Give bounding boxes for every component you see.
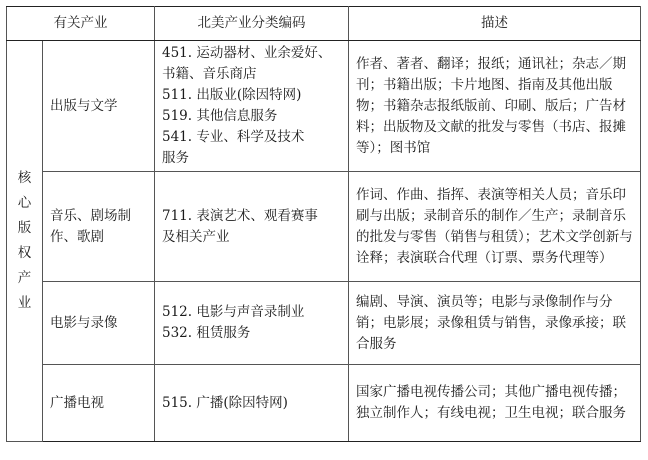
header-description: 描述 xyxy=(349,7,641,41)
code-line: 511. 出版业(除因特网) xyxy=(162,87,302,103)
code-line: 451. 运动器材、业余爱好、 xyxy=(162,45,332,61)
table-row xyxy=(7,41,641,172)
code-cell xyxy=(155,172,349,282)
code-cell xyxy=(155,282,349,365)
description-cell: 作者、著者、翻译；报纸；通讯社；杂志／期刊；书籍出版；卡片地图、指南及其他出版物；书籍杂志报纸版前、印刷、版后；广告材料；出版物及文献的批发与零售（书店、报摊等）；图书馆 xyxy=(349,41,641,172)
description-cell: 国家广播电视传播公司；其他广播电视传播；独立制作人；有线电视；卫生电视；联合服务 xyxy=(349,365,641,442)
industry-cell: 出版与文学 xyxy=(43,41,155,172)
code-line: 服务 xyxy=(162,150,189,166)
description-cell: 编剧、导演、演员等；电影与录像制作与分销；电影展；录像租赁与销售，录像承接；联合服务 xyxy=(349,282,641,365)
industry-cell: 音乐、剧场制作、歌剧 xyxy=(43,172,155,282)
description-cell: 作词、作曲、指挥、表演等相关人员；音乐印刷与出版；录制音乐的制作／生产；录制音乐的批发与零售（销售与租赁）；艺术文学创新与诠释；表演联合代理（订票、票务代理等） xyxy=(349,172,641,282)
industry-classification-table xyxy=(6,6,641,442)
table-row xyxy=(7,365,641,442)
code-cell xyxy=(155,365,349,442)
header-code: 北美产业分类编码 xyxy=(155,7,349,41)
table-header-row xyxy=(7,7,641,41)
code-line: 541. 专业、科学及技术 xyxy=(162,129,305,145)
industry-cell: 广播电视 xyxy=(43,365,155,442)
code-cell xyxy=(155,41,349,172)
code-line: 书籍、音乐商店 xyxy=(162,66,257,82)
category-label: 核心版权产业 xyxy=(17,170,32,311)
code-line: 519. 其他信息服务 xyxy=(162,108,278,124)
code-line: 711. 表演艺术、观看赛事 xyxy=(162,207,318,224)
category-cell xyxy=(7,41,43,442)
industry-cell: 电影与录像 xyxy=(43,282,155,365)
code-line: 515. 广播(除因特网) xyxy=(162,394,288,411)
code-line: 及相关产业 xyxy=(162,228,230,245)
code-line: 532. 租赁服务 xyxy=(162,325,251,341)
table-row xyxy=(7,172,641,282)
header-industry: 有关产业 xyxy=(7,7,155,41)
code-line: 512. 电影与声音录制业 xyxy=(162,304,305,320)
table-row xyxy=(7,282,641,365)
